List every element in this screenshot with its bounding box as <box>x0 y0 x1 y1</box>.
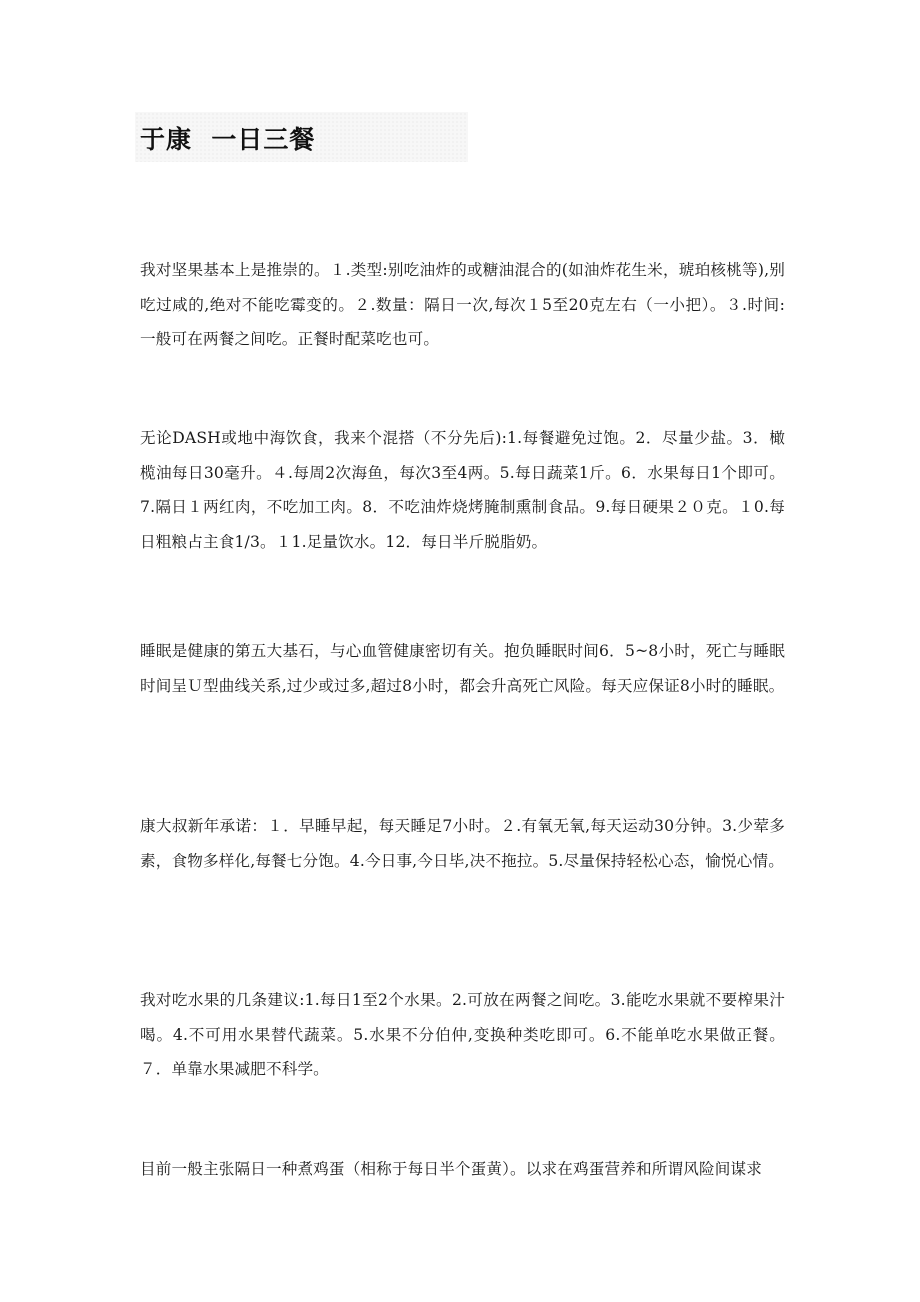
paragraph-sleep: 睡眠是健康的第五大基石，与心血管健康密切有关。抱负睡眠时间6．5~8小时，死亡与睡眠时间呈Ｕ型曲线关系,过少或过多,超过8小时，都会升高死亡风险。每天应保证8小时的睡眠。 <box>140 642 785 695</box>
title-banner <box>135 112 468 162</box>
paragraph-nuts: 我对坚果基本上是推崇的。１.类型:别吃油炸的或糖油混合的(如油炸花生米，琥珀核桃等),别吃过咸的,绝对不能吃霉变的。２.数量：隔日一次,每次１5至20克左右（一小把）。３.时间:一般可在两餐之间吃。正餐时配菜吃也可。 <box>140 261 785 348</box>
paragraph-new-year-promise: 康大叔新年承诺：１．早睡早起，每天睡足7小时。２.有氧无氧,每天运动30分钟。3.少荤多素，食物多样化,每餐七分饱。4.今日事,今日毕,决不拖拉。5.尽量保持轻松心态，愉悦心情。 <box>140 817 785 870</box>
paragraph-fruit-advice: 我对吃水果的几条建议:1.每日1至2个水果。2.可放在两餐之间吃。3.能吃水果就不要榨果汁喝。4.不可用水果替代蔬菜。5.水果不分伯仲,变换种类吃即可。6.不能单吃水果做正餐。７．单靠水果减肥不科学。 <box>140 991 785 1078</box>
paragraph-diet-mix: 无论DASH或地中海饮食，我来个混搭（不分先后):1.每餐避免过饱。2．尽量少盐。3．橄榄油每日30毫升。４.每周2次海鱼，每次3至4两。5.每日蔬菜1斤。6．水果每日1个即可。7.隔日１两红肉，不吃加工肉。8．不吃油炸烧烤腌制熏制食品。9.每日硬果２０克。１0.每日粗粮占主食1/3。１1.足量饮水。12．每日半斤脱脂奶。 <box>140 429 785 551</box>
page-title: 于康 一日三餐 <box>140 125 316 154</box>
paragraph-eggs: 目前一般主张隔日一种煮鸡蛋（相称于每日半个蛋黄）。以求在鸡蛋营养和所谓风险间谋求 <box>140 1160 762 1178</box>
